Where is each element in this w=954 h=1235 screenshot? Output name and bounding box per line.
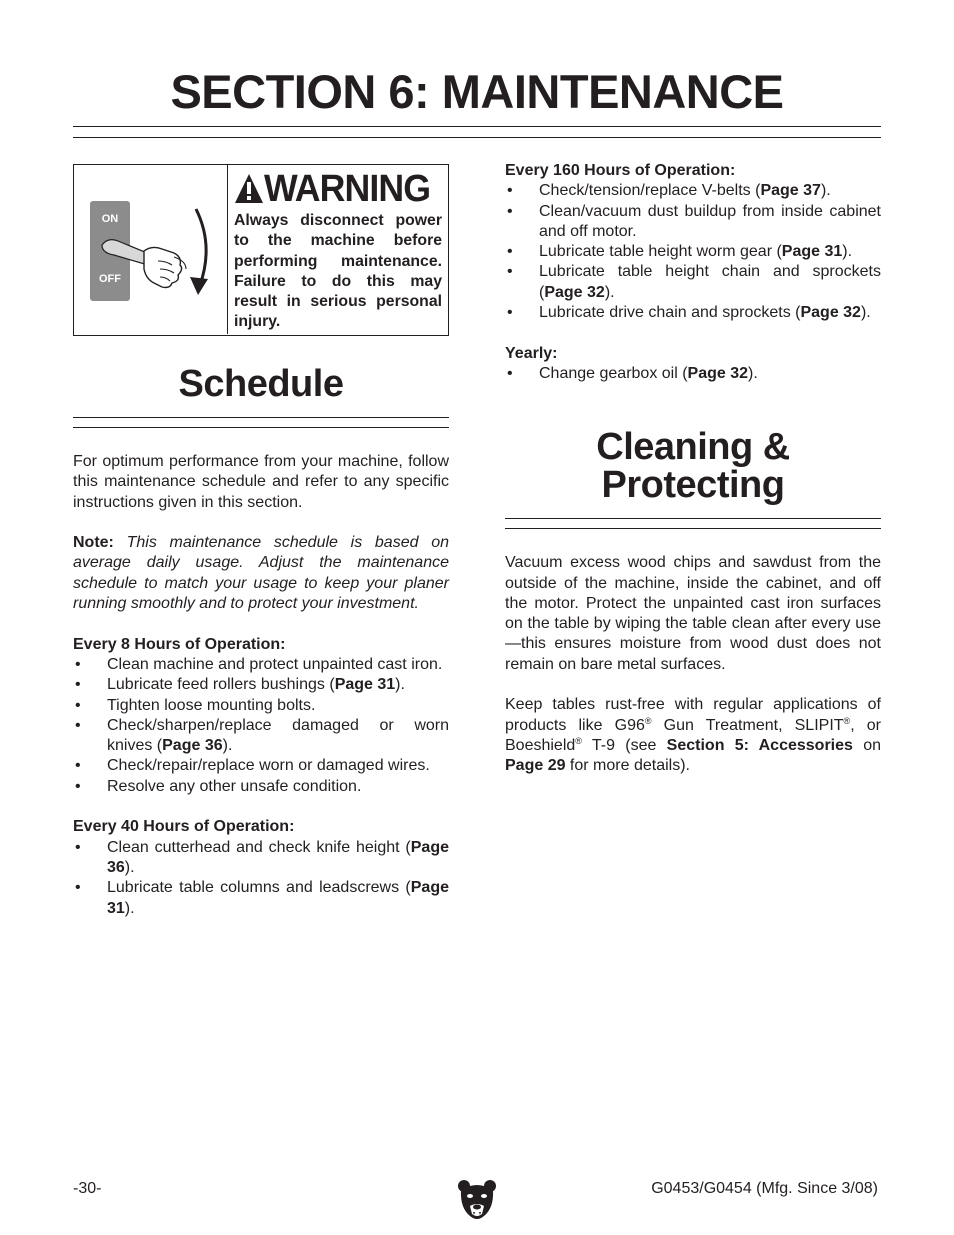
page-ref: Page 31 [781, 243, 843, 261]
registered-mark: ® [843, 715, 851, 726]
schedule-rule-top [73, 417, 449, 418]
model-number: G0453/G0454 (Mfg. Since 3/08) [651, 1180, 878, 1197]
list-item: • Check/sharpen/replace damaged or worn knives (Page 36). [73, 716, 449, 757]
page-ref: Page 36 [162, 737, 223, 755]
list-item: • Clean/vacuum dust buildup from inside cabinet and off motor. [505, 202, 881, 243]
page-ref: Page 32 [687, 364, 749, 382]
registered-mark: ® [644, 715, 652, 726]
arrow-head [190, 277, 208, 295]
group-40-hours-list [73, 838, 449, 919]
hand-shape [144, 247, 182, 287]
cleaning-heading [505, 426, 881, 507]
title-rule-bottom [73, 137, 881, 138]
list-item: • Clean machine and protect unpainted cast iron. [73, 655, 449, 675]
page-ref: Page 36 [107, 838, 449, 876]
schedule-heading: Schedule [178, 363, 344, 405]
note-text: This maintenance schedule is based on average daily usage. Adjust the maintenance schedule to match your usage to keep your planer running smoothly and to protect your investment. [73, 534, 449, 613]
group-160-hours-heading: Every 160 Hours of Operation: [505, 162, 736, 179]
power-switch-illustration [74, 165, 228, 334]
note-label: Note: [73, 534, 114, 552]
list-item: • Lubricate table columns and leadscrews (Page 31). [73, 878, 449, 919]
cleaning-heading-line2: Protecting [601, 464, 785, 507]
switch-off-icon [74, 165, 228, 334]
group-8-hours-heading: Every 8 Hours of Operation: [73, 635, 286, 653]
page-ref: Page 37 [760, 182, 821, 200]
arrow-curve [196, 209, 206, 285]
switch-off-label: OFF [99, 273, 121, 285]
page-title: SECTION 6: MAINTENANCE [170, 65, 784, 118]
list-item: • Lubricate table height chain and sprockets (Page 32). [505, 262, 881, 303]
grizzly-bear-logo-icon [458, 1178, 496, 1222]
switch-on-label: ON [101, 213, 119, 225]
cleaning-rule-top [505, 518, 881, 519]
registered-mark: ® [575, 735, 582, 746]
cleaning-para-2: Keep tables rust-free with regular applications of products like G96® Gun Treatment, SLIPIT®, or Boeshield® T-9 (see Section 5: Accessories on Page 29 for more details). [505, 696, 881, 775]
schedule-note [73, 533, 449, 614]
list-item: • Check/repair/replace worn or damaged wires. [73, 756, 449, 776]
group-yearly-list [505, 364, 881, 384]
left-column [73, 164, 449, 919]
list-item: • Check/tension/replace V-belts (Page 37). [505, 181, 881, 201]
title-rule-top [73, 126, 881, 127]
group-160-hours-list [505, 181, 881, 323]
warning-header [234, 167, 442, 211]
group-8-hours-list [73, 655, 449, 797]
section-ref: Section 5: Accessories [666, 736, 853, 754]
list-item: • Clean cutterhead and check knife height (Page 36). [73, 838, 449, 879]
schedule-intro: For optimum performance from your machine, follow this maintenance schedule and refer to any specific instructions given in this section. [73, 453, 449, 511]
group-40-hours-heading: Every 40 Hours of Operation: [73, 818, 295, 836]
warning-content [234, 167, 442, 333]
list-item: • Tighten loose mounting bolts. [73, 696, 449, 716]
right-column [505, 161, 881, 777]
warning-box [73, 164, 449, 336]
cleaning-heading-line1: Cleaning & [596, 426, 790, 469]
page-ref: Page 31 [334, 676, 396, 694]
warning-word: WARNING [264, 168, 431, 210]
page-ref: Page 32 [544, 283, 605, 301]
cleaning-para-1: Vacuum excess wood chips and sawdust from the outside of the machine, inside the cabinet, and off the motor. Protect the unpainted cast iron surfaces on the table by wiping the table clean after every use—this ensures moisture from wood dust does not remain on bare metal surfaces. [505, 554, 881, 673]
list-item: • Lubricate drive chain and sprockets (Page 32). [505, 303, 881, 323]
page-number: -30- [73, 1180, 102, 1197]
page-ref: Page 32 [800, 304, 861, 322]
list-item: • Change gearbox oil (Page 32). [505, 364, 881, 384]
list-item: • Lubricate table height worm gear (Page 31). [505, 242, 881, 262]
warning-text: Always disconnect power to the machine before performing maintenance. Failure to do this may result in serious personal injury. [234, 212, 442, 331]
list-item: • Lubricate feed rollers bushings (Page 31). [73, 675, 449, 695]
group-yearly-heading: Yearly: [505, 344, 558, 362]
warning-triangle-icon [234, 172, 264, 206]
list-item: • Resolve any other unsafe condition. [73, 777, 449, 797]
page-ref: Page 31 [107, 879, 449, 917]
page-ref: Page 29 [505, 757, 566, 775]
